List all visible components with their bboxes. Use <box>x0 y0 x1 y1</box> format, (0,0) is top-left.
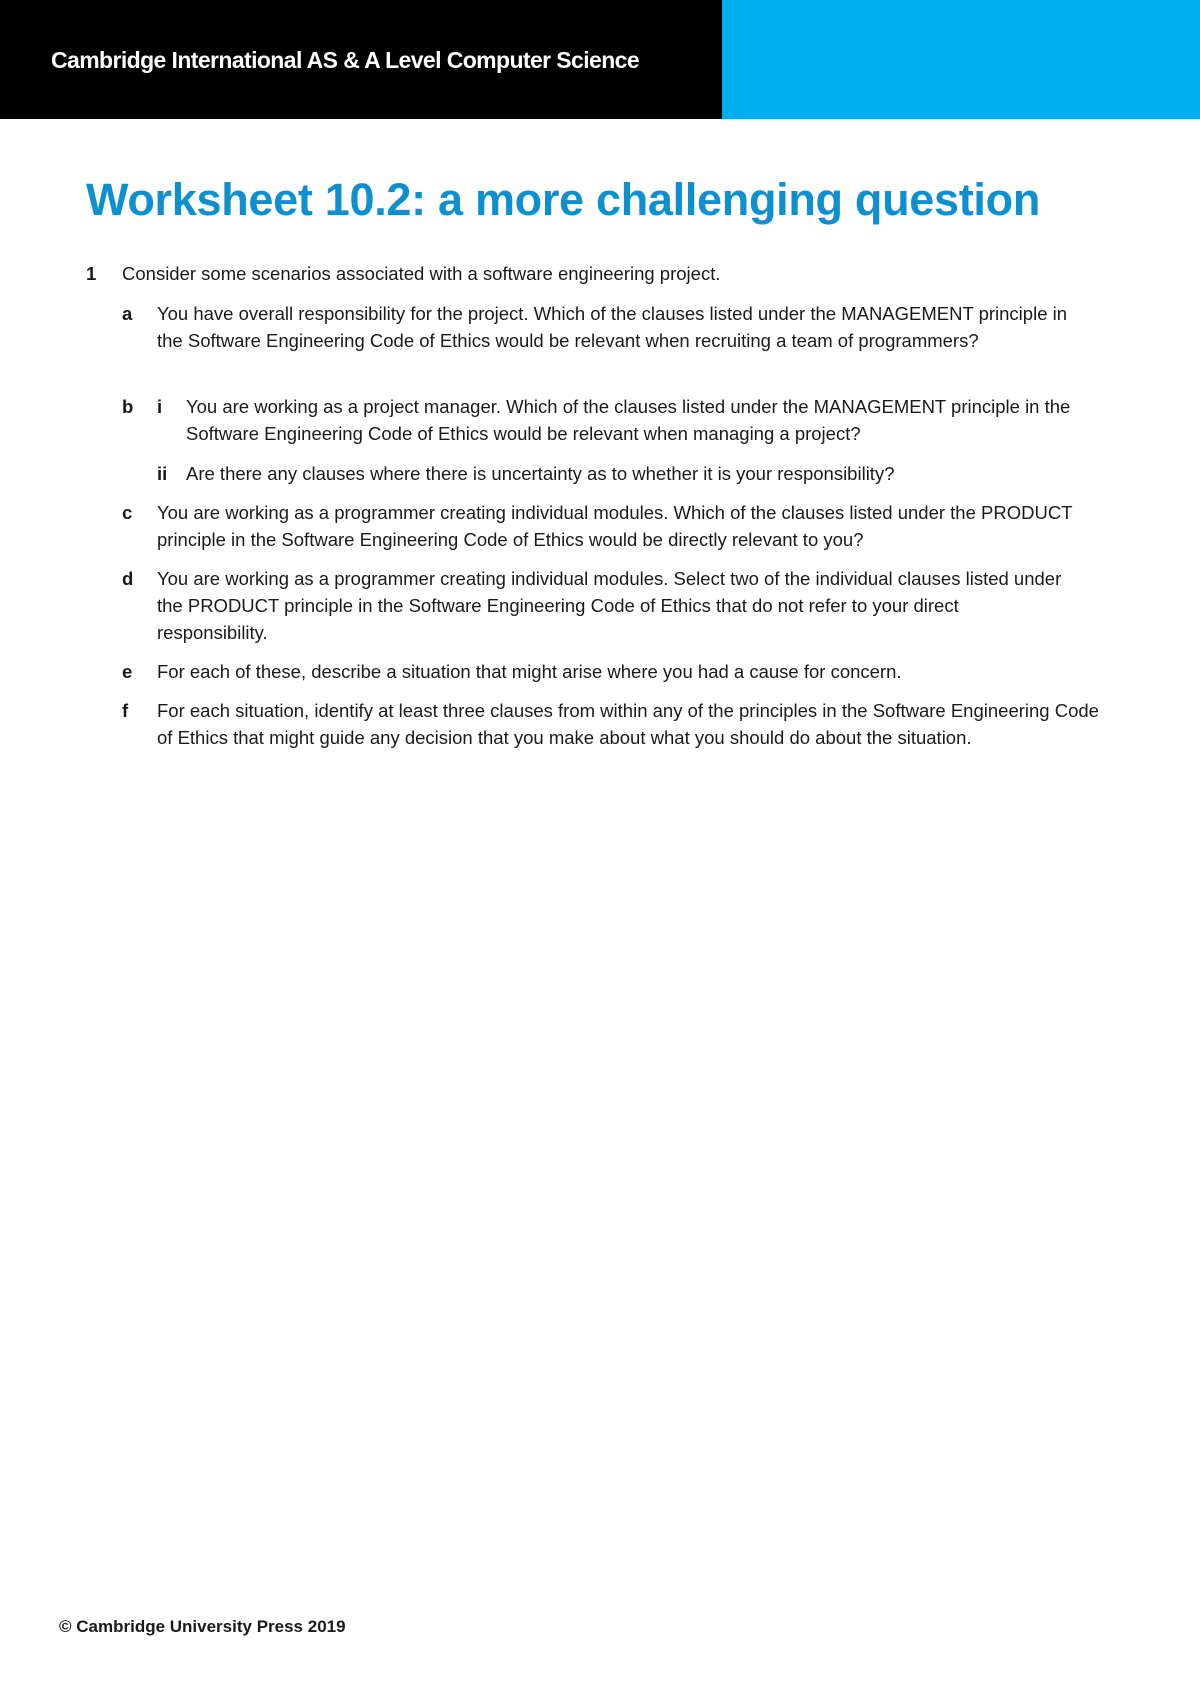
question-text: Consider some scenarios associated with a software engineering project. <box>122 263 721 284</box>
header-title: Cambridge International AS & A Level Computer Science <box>51 47 640 73</box>
part-text: You are working as a programmer creating individual modules. Select two of the individual clauses listed under the PRODUCT principle in the Software Engineering Code of Ethics that do not refer to your direct responsibility. <box>157 568 1062 643</box>
subpart-label: ii <box>157 463 168 484</box>
subpart-text: You are working as a project manager. Which of the clauses listed under the MANAGEMENT principle in the Software Engineering Code of Ethics would be relevant when managing a project? <box>186 396 1071 444</box>
part-text: You have overall responsibility for the project. Which of the clauses listed under the MANAGEMENT principle in the Software Engineering Code of Ethics would be relevant when recruiting a team of programmers? <box>157 303 1068 351</box>
part-letter: e <box>122 661 133 682</box>
worksheet-title: Worksheet 10.2: a more challenging question <box>86 174 1041 225</box>
part-text: For each situation, identify at least three clauses from within any of the principles in the Software Engineering Code of Ethics that might guide any decision that you make about what you should do about the situation. <box>157 700 1099 748</box>
subpart-text: Are there any clauses where there is uncertainty as to whether it is your responsibility? <box>186 463 895 484</box>
page-header <box>0 0 1200 119</box>
part-letter: a <box>122 303 133 324</box>
copyright-footer: © Cambridge University Press 2019 <box>59 1617 346 1636</box>
part-text: For each of these, describe a situation that might arise where you had a cause for concern. <box>157 661 902 682</box>
part-letter: f <box>122 700 129 721</box>
part-letter: c <box>122 502 133 523</box>
question-number: 1 <box>86 263 97 284</box>
part-letter: d <box>122 568 134 589</box>
header-blue-band <box>722 0 1200 119</box>
part-text: You are working as a programmer creating individual modules. Which of the clauses listed under the PRODUCT principle in the Software Engineering Code of Ethics would be directly relevant to you? <box>157 502 1073 550</box>
subpart-label: i <box>157 396 163 417</box>
part-letter: b <box>122 396 134 417</box>
